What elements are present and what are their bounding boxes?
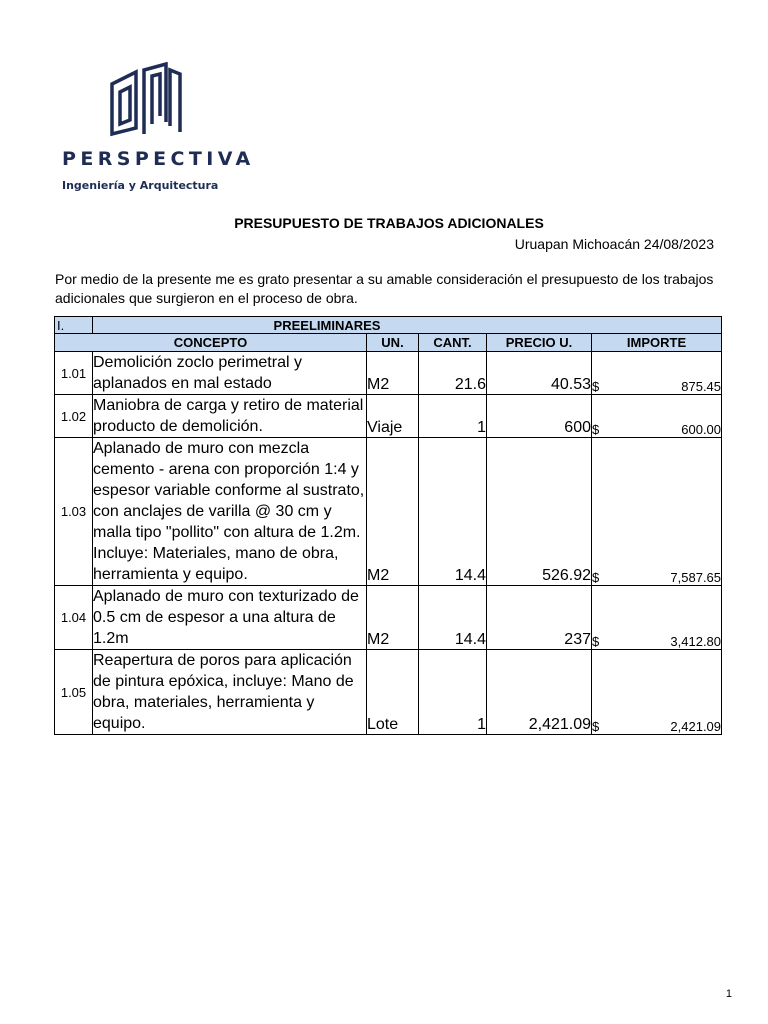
item-concept: Aplanado de muro con texturizado de 0.5 cm de espesor a una altura de 1.2m <box>93 586 367 650</box>
item-code: 1.01 <box>55 352 93 395</box>
item-unit-price: 600 <box>487 395 592 438</box>
table-header-row <box>55 334 722 352</box>
item-amount <box>592 438 722 586</box>
amount-value: 600.00 <box>681 422 722 437</box>
company-logo <box>62 62 255 202</box>
item-concept: Reapertura de poros para aplicación de pintura epóxica, incluye: Mano de obra, materiales, herramienta y equipo. <box>93 650 367 735</box>
item-unit: M2 <box>367 352 419 395</box>
item-code: 1.04 <box>55 586 93 650</box>
item-concept: Demolición zoclo perimetral y aplanados en mal estado <box>93 352 367 395</box>
item-concept: Maniobra de carga y retiro de material producto de demolición. <box>93 395 367 438</box>
section-number: I. <box>55 317 93 334</box>
amount-value: 7,587.65 <box>670 570 722 585</box>
budget-table <box>54 316 722 735</box>
currency-symbol: $ <box>592 570 600 585</box>
item-unit-price: 2,421.09 <box>487 650 592 735</box>
item-code: 1.02 <box>55 395 93 438</box>
amount-value: 3,412.80 <box>670 634 722 649</box>
item-unit-price: 40.53 <box>487 352 592 395</box>
column-header-un: UN. <box>367 334 419 352</box>
table-row <box>55 438 722 586</box>
brand-tagline: Ingeniería y Arquitectura <box>62 179 219 192</box>
page-number: 1 <box>725 988 732 1000</box>
column-header-precio: PRECIO U. <box>487 334 592 352</box>
currency-symbol: $ <box>592 719 600 734</box>
item-unit-price: 237 <box>487 586 592 650</box>
item-amount <box>592 352 722 395</box>
item-amount <box>592 395 722 438</box>
table-row <box>55 352 722 395</box>
currency-symbol: $ <box>592 379 600 394</box>
amount-value: 875.45 <box>681 379 722 394</box>
currency-symbol: $ <box>592 422 600 437</box>
item-quantity: 1 <box>419 650 487 735</box>
item-code: 1.05 <box>55 650 93 735</box>
amount-value: 2,421.09 <box>670 719 722 734</box>
item-unit: M2 <box>367 586 419 650</box>
item-unit: Lote <box>367 650 419 735</box>
section-name: PREELIMINARES <box>93 317 722 334</box>
item-amount <box>592 586 722 650</box>
table-row <box>55 586 722 650</box>
currency-symbol: $ <box>592 634 600 649</box>
perspectiva-logo-icon <box>108 62 184 142</box>
table-row <box>55 650 722 735</box>
table-row <box>55 395 722 438</box>
item-concept: Aplanado de muro con mezcla cemento - arena con proporción 1:4 y espesor variable conforme al sustrato, con anclajes de varilla @ 30 cm y malla tipo "pollito" con altura de 1.2m. Incluye: Materiales, mano de obra, herramienta y equipo. <box>93 438 367 586</box>
item-quantity: 14.4 <box>419 438 487 586</box>
item-quantity: 21.6 <box>419 352 487 395</box>
column-header-cant: CANT. <box>419 334 487 352</box>
column-header-concepto: CONCEPTO <box>55 334 367 352</box>
place-and-date: Uruapan Michoacán 24/08/2023 <box>514 236 714 252</box>
document-title: PRESUPUESTO DE TRABAJOS ADICIONALES <box>234 215 544 231</box>
item-unit: M2 <box>367 438 419 586</box>
intro-paragraph: Por medio de la presente me es grato presentar a su amable consideración el presupuesto de los trabajos adicionales que surgieron en el proceso de obra. <box>55 271 714 306</box>
item-quantity: 1 <box>419 395 487 438</box>
column-header-importe: IMPORTE <box>592 334 722 352</box>
item-code: 1.03 <box>55 438 93 586</box>
item-unit-price: 526.92 <box>487 438 592 586</box>
brand-name: PERSPECTIVA <box>62 148 255 170</box>
item-quantity: 14.4 <box>419 586 487 650</box>
item-amount <box>592 650 722 735</box>
section-row <box>55 317 722 334</box>
item-unit: Viaje <box>367 395 419 438</box>
